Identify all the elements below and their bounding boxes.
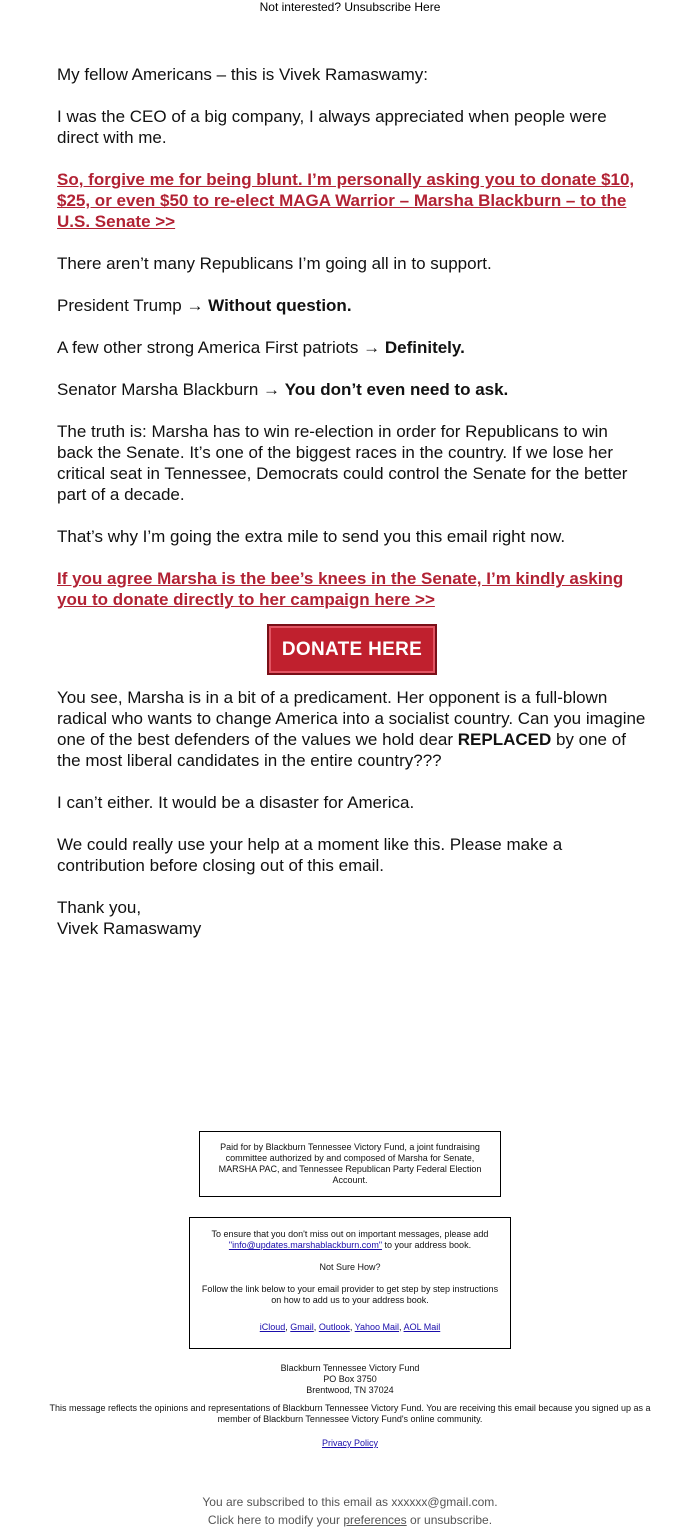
predicament-text-1: You see, Marsha is in a bit of a predicament. Her opponent is a full-blown radical who wants to change America into a socialist country. Can you imagine one of the best defenders of the values we hold dear xyxy=(57,688,646,749)
donate-link-blunt[interactable]: So, forgive me for being blunt. I’m personally asking you to donate $10, $25, or even $50 to re-elect MAGA Warrior – Marsha Blackburn – to the U.S. Senate >> xyxy=(57,170,635,231)
blackburn-line xyxy=(57,379,647,400)
preferences-link[interactable]: preferences xyxy=(343,1513,407,1527)
provider-links: iCloud, Gmail, Outlook, Yahoo Mail, AOL Mail xyxy=(259,1322,441,1332)
paragraph-extra-mile: That’s why I’m going the extra mile to send you this email right now. xyxy=(57,527,566,546)
trump-prefix: President Trump → xyxy=(57,296,209,315)
trump-line xyxy=(57,295,647,316)
address-book-intro xyxy=(200,1229,500,1251)
paragraph-help: We could really use your help at a moment like this. Please make a contribution before closing out of this email. xyxy=(57,835,563,875)
paragraph-not-many: There aren’t many Republicans I’m going all in to support. xyxy=(57,254,492,273)
donate-link-bees-knees[interactable]: If you agree Marsha is the bee’s knees in the Senate, I’m kindly asking you to donate directly to her campaign here >> xyxy=(57,569,624,609)
aol-mail-link[interactable]: AOL Mail xyxy=(403,1322,441,1332)
intro-text-2: to your address book. xyxy=(382,1240,472,1250)
gmail-link[interactable]: Gmail xyxy=(290,1322,314,1332)
modify-line xyxy=(0,1511,700,1529)
follow-instructions: Follow the link below to your email provider to get step by step instructions on how to add us to your address book. xyxy=(201,1284,499,1305)
privacy-policy-link[interactable]: Privacy Policy xyxy=(321,1438,378,1448)
subscription-footer xyxy=(0,1493,700,1529)
yahoo-mail-link[interactable]: Yahoo Mail xyxy=(354,1322,400,1332)
disclaimer: This message reflects the opinions and representations of Blackburn Tennessee Victory Fund. You are receiving this email because you signed up as a member of Blackburn Tennessee Victory Fund's online community. xyxy=(49,1403,651,1424)
greeting: My fellow Americans – this is Vivek Ramaswamy: xyxy=(57,65,428,84)
subscribed-text: You are subscribed to this email as xxxxxx@gmail.com. xyxy=(202,1495,498,1509)
donate-button-wrap xyxy=(57,624,647,679)
signoff: Thank you, xyxy=(57,898,142,917)
outlook-link[interactable]: Outlook xyxy=(318,1322,350,1332)
click-here-text[interactable]: Click here to modify your xyxy=(207,1513,344,1527)
signature: Vivek Ramaswamy xyxy=(57,919,202,938)
patriots-prefix: A few other strong America First patriots → xyxy=(57,338,385,357)
patriots-bold: Definitely. xyxy=(384,338,465,357)
address-book-box xyxy=(189,1217,511,1349)
paragraph-predicament xyxy=(57,687,647,771)
paragraph-cant-either: I can’t either. It would be a disaster for America. xyxy=(57,793,415,812)
address-org: Blackburn Tennessee Victory Fund xyxy=(280,1363,420,1373)
address-city: Brentwood, TN 37024 xyxy=(306,1385,394,1395)
mailing-address xyxy=(0,1363,700,1396)
blackburn-prefix: Senator Marsha Blackburn → xyxy=(57,380,285,399)
or-unsubscribe-text[interactable]: or unsubscribe. xyxy=(406,1513,493,1527)
email-body xyxy=(57,64,647,939)
address-po-box: PO Box 3750 xyxy=(323,1374,377,1384)
blackburn-bold: You don’t even need to ask. xyxy=(284,380,509,399)
intro-text-1: To ensure that you don't miss out on important messages, please add xyxy=(211,1229,489,1239)
paid-for-box xyxy=(199,1131,501,1197)
paid-for-text: Paid for by Blackburn Tennessee Victory Fund, a joint fundraising committee authorized by and composed of Marsha for Senate, MARSHA PAC, and Tennessee Republican Party Federal Election Account. xyxy=(218,1142,482,1185)
icloud-link[interactable]: iCloud xyxy=(259,1322,286,1332)
not-sure-how: Not Sure How? xyxy=(319,1262,381,1272)
paragraph-ceo: I was the CEO of a big company, I always appreciated when people were direct with me. xyxy=(57,107,607,147)
predicament-text-2: by one of the most liberal candidates in the entire country??? xyxy=(57,730,626,770)
patriots-line xyxy=(57,337,647,358)
unsubscribe-link[interactable]: Not interested? Unsubscribe Here xyxy=(259,0,441,14)
paragraph-truth: The truth is: Marsha has to win re-election in order for Republicans to win back the Senate. It’s one of the biggest races in the country. If we lose her critical seat in Tennessee, Democrats could control the Senate for the better part of a decade. xyxy=(57,422,628,504)
donate-here-button[interactable]: DONATE HERE xyxy=(267,624,437,675)
trump-bold: Without question. xyxy=(208,296,352,315)
privacy-policy-wrap xyxy=(0,1438,700,1449)
sender-email-link[interactable]: "info@updates.marshablackburn.com" xyxy=(228,1240,383,1250)
predicament-bold: REPLACED xyxy=(457,730,552,749)
